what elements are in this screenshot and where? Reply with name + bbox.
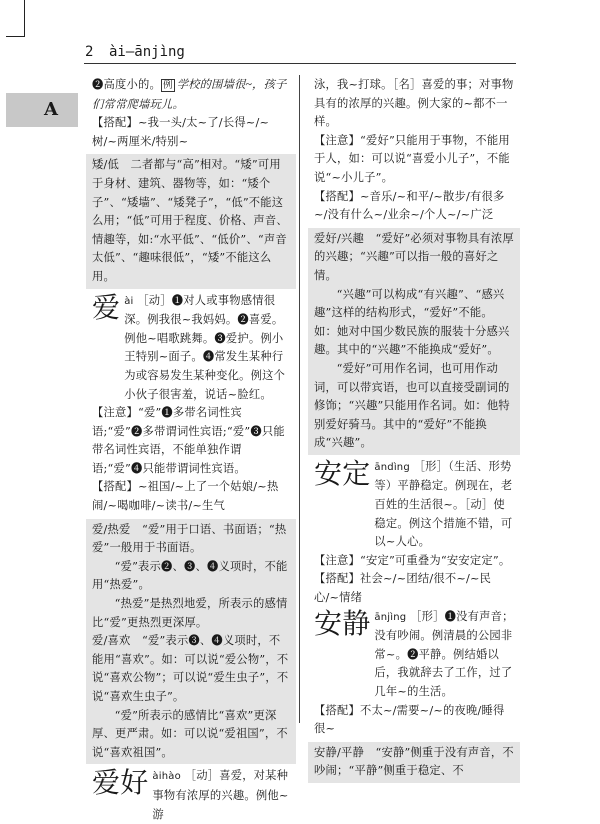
note-block: 【注意】“爱”❶多带名词性宾语;“爱”❷多带谓词性宾语;“爱”❸只能带名词性宾语，不能单独作谓语;“爱”❹只能带谓词性宾语。 xyxy=(92,406,285,475)
header-rule xyxy=(84,63,516,64)
continued-definition: 泳，我~打球。［名］喜爱的事；对事物具有的浓厚的兴趣。例大家的~都不一样。 xyxy=(314,78,514,129)
usage-note-box xyxy=(86,519,296,765)
usage-note-box xyxy=(86,154,296,288)
note-block: 【注意】“爱好”只能用于事物，不能用于人，如：可以说“喜爱小儿子”，不能说“~小儿子”。 xyxy=(314,133,510,184)
definition: ［形］（生活、形势等）平静稳定。例现在，老百姓的生活很~。［动］使稳定。例这个措施不错，可以~人心。 xyxy=(374,459,513,549)
pinyin: ānjìng xyxy=(374,611,407,623)
example-marker: 例 xyxy=(162,80,173,91)
usage-note-text: “爱”所表示的感情比“喜欢”更深厚、更严肃。如：可以说“爱祖国”，不说“喜欢祖国”。 xyxy=(92,708,288,759)
section-tab xyxy=(6,93,78,127)
entry-aihao xyxy=(92,767,290,824)
crop-mark-vertical xyxy=(24,0,25,36)
running-header xyxy=(85,44,515,64)
headword: 爱好 xyxy=(92,766,149,800)
collocation-block: 【搭配】~祖国/~上了一个姑娘/~热闹/~喝咖啡/~读书/~生气 xyxy=(92,480,279,513)
collocation-block: 【搭配】~我一头/太~了/长得~/~树/~两厘米/特别~ xyxy=(92,116,270,148)
collocation-block: 【搭配】不太~/需要~/~的夜晚/睡得很~ xyxy=(314,703,505,736)
header-range: ài–ānjìng xyxy=(109,44,185,60)
entry-ai xyxy=(92,292,290,405)
column-divider xyxy=(299,75,300,723)
headword: 安静 xyxy=(314,606,371,640)
headword: 爱 xyxy=(92,290,121,324)
usage-note-text: “热爱”是热烈地爱，所表示的感情比“爱”更热烈更深厚。 xyxy=(92,597,288,629)
usage-note-text: 矮/低 二者都与“高”相对。“矮”可用于身材、建筑、器物等，如：“矮个子”、“矮墙”、“矮凳子”，“低”不能这么用；“低”可用于程度、价格、声音、情趣等，如:“水平低”、“低价”、“声音太低”、“趣味很低”，“矮”不能这么用。 xyxy=(92,158,288,283)
usage-note-text: 爱好/兴趣 “爱好”必须对事物具有浓厚的兴趣；“兴趣”可以指一般的喜好之情。 xyxy=(314,231,514,282)
definition: ［动］喜爱，对某种事物有浓厚的兴趣。例他~游 xyxy=(152,769,289,821)
usage-note-box xyxy=(308,228,520,455)
usage-note-text: 爱/热爱 “爱”用于口语、书面语；“热爱”一般用于书面语。 xyxy=(92,522,287,555)
usage-note-text: 爱/喜欢 “爱”表示❸、❹义项时，不能用“喜欢”。如：可以说“爱公物”，不说“喜欢公物”；可以说“爱生虫子”，不说“喜欢生虫子”。 xyxy=(92,634,289,703)
usage-note-text: “爱好”可用作名词，也可用作动词，可以带宾语，也可以直接受副词的修饰；“兴趣”只能用作名词。如：他特别爱好骑马。其中的“爱好”不能换成“兴趣”。 xyxy=(314,361,510,450)
crop-mark-horizontal xyxy=(6,36,25,37)
page-number: 2 xyxy=(85,44,94,60)
pinyin: āndìng xyxy=(374,461,410,473)
pinyin: àihào xyxy=(152,771,181,783)
right-column xyxy=(314,76,514,786)
entry-anjing xyxy=(314,608,514,702)
note-block: 【注意】“安定”可重叠为“安安定定”。 xyxy=(314,553,511,567)
pinyin: ài xyxy=(124,295,134,307)
headword: 安定 xyxy=(314,456,371,490)
usage-note-box xyxy=(308,742,520,783)
entry-anding xyxy=(314,458,514,552)
collocation-block: 【搭配】社会~/~团结/很不~/~民心/~情绪 xyxy=(314,572,492,605)
left-column xyxy=(92,76,290,824)
usage-note-text: 安静/平静 “安静”侧重于没有声音，不吵闹；“平静”侧重于稳定、不 xyxy=(314,745,514,778)
section-tab-letter: A xyxy=(44,99,58,120)
usage-note-text: “爱”表示❷、❸、❹义项时，不能用“热爱”。 xyxy=(92,559,288,592)
collocation-block: 【搭配】~音乐/~和平/~散步/有很多~/没有什么~/业余~/个人~/~广泛 xyxy=(314,189,505,222)
usage-note-text: “兴趣”可以构成“有兴趣”、“感兴趣”这样的结构形式，“爱好”不能。如：她对中国少数民族的服装十分感兴趣。其中的“兴趣”不能换成“爱好”。 xyxy=(314,287,510,357)
definition: ［形］❶没有声音；没有吵闹。例清晨的公园非常~。❷平静。例结婚以后，我就辞去了工作，过了几年~的生活。 xyxy=(374,609,514,698)
definition: ［动］❶对人或事物感情很深。例我很~我妈妈。❷喜爱。例他~唱歌跳舞。❸爱护。例小王特别~面子。❹常发生某种行为或容易发生某种变化。例这个小伙子很害羞，说话~脸红。 xyxy=(124,293,286,401)
continued-definition: ❷高度小的。 例 学校的围墙很~，孩子们常常爬墙玩儿。 xyxy=(92,78,287,111)
